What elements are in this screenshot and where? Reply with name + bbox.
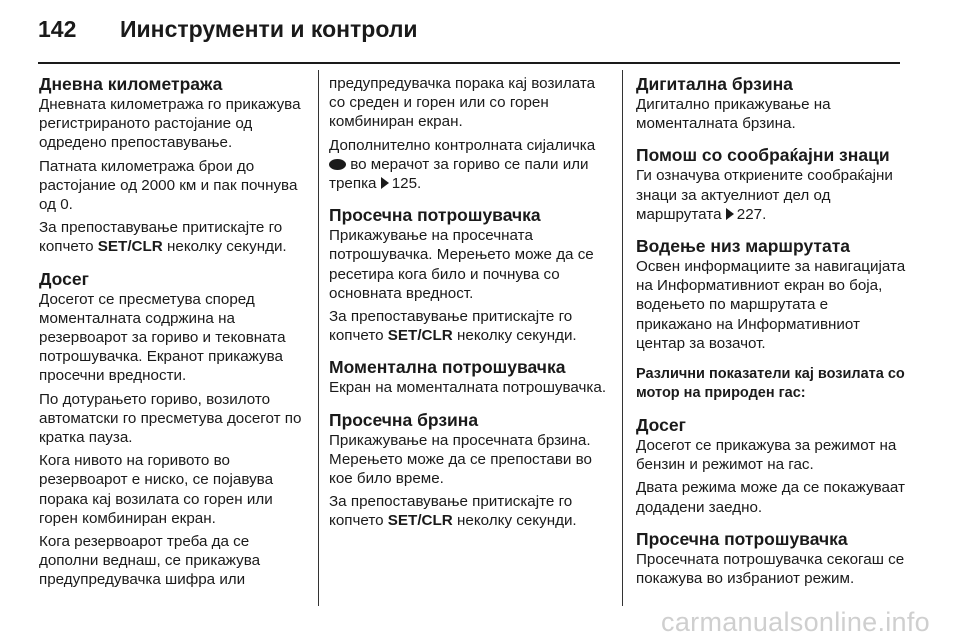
paragraph: Прикажување на просечната потрошувачка. Мерењето може да се ресетира кога било и почнува со основната вредност. xyxy=(329,227,594,302)
paragraph: Двата режима може да се покажуваат додадени заедно. xyxy=(636,479,905,516)
paragraph: Освен информациите за навигацијата на Информативниот екран во боја, водењето по маршрутата е прикажано на Информативниот центар за возачот. xyxy=(636,258,906,352)
paragraph: Дополнително контролната сијаличка во мерачот за гориво се пали или трепка 125. xyxy=(329,136,596,193)
paragraph: Досегот се пресметува според моменталната содржина на резервоарот за гориво и тековната потрошувачка. Екранот прикажува просечни вредности. xyxy=(39,290,286,385)
paragraph: Ги означува откриените сообраќајни знаци за актуелниот дел од маршрутата 227. xyxy=(636,167,893,223)
paragraph: За препоставување притискајте го копчето SET/CLR неколку секунди. xyxy=(39,219,287,256)
heading-range-cng: Досег xyxy=(636,415,686,436)
paragraph: Екран на моменталната потрошувачка. xyxy=(329,379,607,397)
column-divider-2 xyxy=(622,70,623,606)
paragraph: Дневната километража го прикажува регистрираното растојание од одредено препоставување. xyxy=(39,96,301,152)
column-1 xyxy=(39,74,307,594)
page-reference: 227. xyxy=(736,205,767,223)
subheading-cng-indicators: Различни показатели кај возилата со мотор на природен гас: xyxy=(636,366,905,402)
paragraph: Кога нивото на горивото во резервоарот е ниско, се појавува порака кај возилата со горен или горен комбиниран екран. xyxy=(39,452,274,527)
paragraph: Патната километража брои до растојание од 2000 км и пак почнува од 0. xyxy=(39,157,298,214)
heading-average-consumption: Просечна потрошувачка xyxy=(329,205,541,226)
heading-digital-speed: Дигитална брзина xyxy=(636,74,793,94)
button-name: SET/CLR xyxy=(387,327,453,345)
paragraph: Кога резервоарот треба да се дополни веднаш, се прикажува предупредувачка шифра или xyxy=(39,533,261,589)
watermark-text: carmanualsonline.info xyxy=(661,607,930,637)
paragraph: Досегот се прикажува за режимот на бензин и режимот на гас. xyxy=(636,437,897,474)
paragraph: Прикажување на просечната брзина. Мерењето може да се препостави во кое било време. xyxy=(329,431,592,488)
button-name: SET/CLR xyxy=(97,238,163,256)
page-number: 142 xyxy=(38,16,77,42)
heading-trip-odometer: Дневна километража xyxy=(39,74,223,94)
column-3 xyxy=(636,74,908,592)
page-title: Иинструменти и контроли xyxy=(120,16,418,42)
paragraph: Дигитално прикажување на моменталната брзина. xyxy=(636,96,831,133)
fuel-warning-lamp-icon xyxy=(329,159,346,170)
heading-average-consumption-cng: Просечна потрошувачка xyxy=(636,528,848,549)
page-reference: 125. xyxy=(391,175,422,193)
column-2 xyxy=(329,74,607,535)
paragraph: предупредувачка порака кај возилата со среден и горен или со горен комбиниран екран. xyxy=(329,75,596,131)
page-header xyxy=(38,16,418,43)
heading-traffic-sign-assistant: Помош со сообраќајни знаци xyxy=(636,145,890,166)
paragraph: За препоставување притискајте го копчето SET/CLR неколку секунди. xyxy=(329,493,577,530)
column-divider-1 xyxy=(318,70,319,606)
heading-range: Досег xyxy=(39,268,89,289)
heading-route-guidance: Водење низ маршрутата xyxy=(636,236,851,257)
paragraph: За препоставување притискајте го копчето SET/CLR неколку секунди. xyxy=(329,308,577,345)
header-rule xyxy=(38,62,900,64)
heading-average-speed: Просечна брзина xyxy=(329,409,479,430)
paragraph: По дотурањето гориво, возилото автоматски го пресметува досегот по кратка пауза. xyxy=(39,390,302,447)
heading-instant-consumption: Моментална потрошувачка xyxy=(329,357,566,378)
button-name: SET/CLR xyxy=(387,512,453,530)
paragraph: Просечната потрошувачка секогаш се покажува во избраниот режим. xyxy=(636,550,905,588)
page-reference-arrow-icon xyxy=(381,177,389,189)
page-reference-arrow-icon xyxy=(726,208,734,220)
